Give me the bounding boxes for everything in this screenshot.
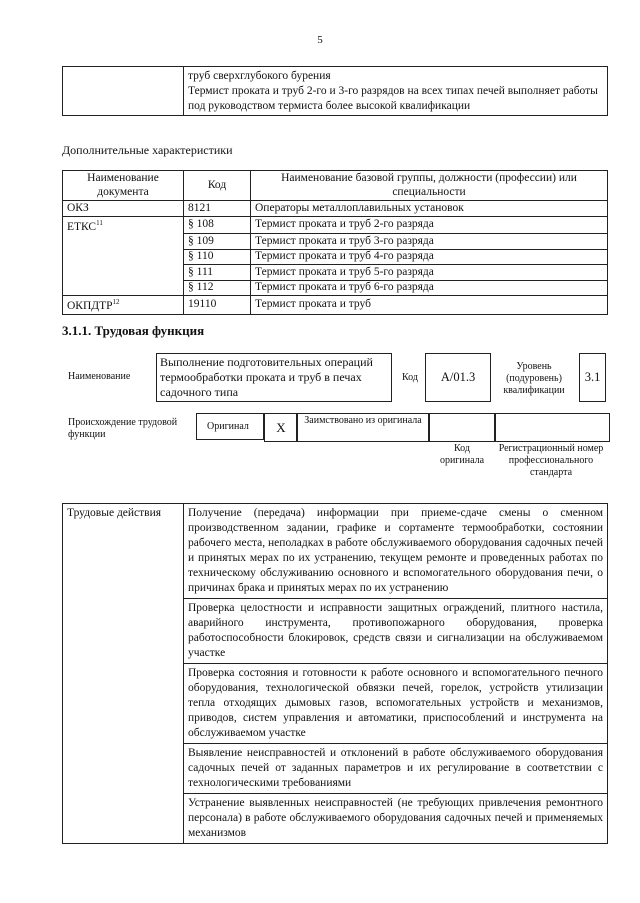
footnote-ref: 11	[96, 218, 103, 227]
row-doc	[63, 216, 184, 234]
action-item: Выявление неисправностей и отклонений в работе обслуживаемого оборудования садочных печей от заданных параметров и их регулирование в соответствии с технологическими требованиями	[184, 744, 608, 794]
reg-number-box	[494, 413, 610, 442]
row-name: Термист проката и труб 3-го разряда	[251, 234, 608, 250]
doc-name: ЕТКС	[67, 220, 97, 233]
continuation-left-cell	[63, 67, 184, 116]
original-mark: X	[264, 413, 298, 442]
table-header-row	[63, 171, 608, 201]
row-doc	[63, 249, 184, 265]
origin-label: Происхождение трудовой функции	[68, 417, 178, 440]
action-item: Получение (передача) информации при приеме-сдаче смены о сменном производственном задании, графике и сортаменте термообработки, состоянии рабочего места, неполадках в работе обслуживаемого оборудования садочных печей и принятых мерах по их устранению, текущем ремонте и проведенных работах по техническому обслуживанию основного и вспомогательного оборудования печи, о причинах брака и принятых мерах по их устранению	[184, 504, 608, 599]
table-row	[63, 234, 608, 250]
page-number: 5	[317, 34, 323, 46]
table-row	[63, 201, 608, 217]
borrowed-box	[296, 413, 430, 442]
row-name: Термист проката и труб	[251, 296, 608, 314]
table-row	[63, 296, 608, 314]
action-item: Устранение выявленных неисправностей (не требующих привлечения ремонтного персонала) в работе обслуживаемого оборудования садочных печей и применяемых механизмов	[184, 794, 608, 844]
row-code: § 109	[184, 234, 251, 250]
row-doc	[63, 234, 184, 250]
level-label: Уровень (подуровень) квалификации	[503, 361, 565, 396]
original-label: Оригинал	[196, 413, 264, 440]
name-label: Наименование	[68, 371, 131, 382]
table-row	[63, 265, 608, 281]
table-row	[63, 216, 608, 234]
table-row	[63, 280, 608, 296]
header-code: Код	[184, 171, 251, 201]
row-doc	[63, 296, 184, 314]
header-name: Наименование базовой группы, должности (профессии) или специальности	[251, 171, 608, 201]
continuation-table	[62, 66, 608, 116]
row-doc: ОКЗ	[63, 201, 184, 217]
row-code: § 110	[184, 249, 251, 265]
row-code: 19110	[184, 296, 251, 314]
code-value: A/01.3	[425, 353, 491, 402]
table-row	[63, 504, 608, 599]
table-row	[63, 249, 608, 265]
borrowed-label: Заимствовано из оригинала	[304, 415, 422, 426]
row-code: § 112	[184, 280, 251, 296]
actions-label: Трудовые действия	[63, 504, 184, 844]
continuation-line-1: труб сверхглубокого бурения	[188, 70, 331, 82]
reg-number-label: Регистрационный номер профессионального стандарта	[498, 443, 604, 478]
additional-characteristics-title: Дополнительные характеристики	[62, 143, 233, 157]
doc-name: ОКПДТР	[67, 300, 113, 313]
origin-code-label: Код оригинала	[439, 443, 485, 466]
row-doc	[63, 280, 184, 296]
footnote-ref: 12	[112, 298, 120, 307]
header-document: Наименование документа	[63, 171, 184, 201]
row-code: 8121	[184, 201, 251, 217]
row-name: Операторы металлоплавильных установок	[251, 201, 608, 217]
function-name-box	[156, 353, 392, 402]
origin-code-box	[428, 413, 496, 442]
row-name: Термист проката и труб 6-го разряда	[251, 280, 608, 296]
labour-actions-table	[62, 503, 608, 844]
section-heading: 3.1.1. Трудовая функция	[62, 323, 205, 338]
row-code: § 111	[184, 265, 251, 281]
action-item: Проверка состояния и готовности к работе основного и вспомогательного печного оборудования, технологической обвязки печей, горелок, устройств утилизации тепла отходящих дымовых газов, вспомогательных устройств и механизмов, приводов, систем управления и автоматики, приспособлений и инструмента на обслуживаемом участке	[184, 664, 608, 744]
action-item: Проверка целостности и исправности защитных ограждений, плитного настила, аварийного инструмента, противопожарного оборудования, проверка работоспособности блокировок, средств связи и сигнализации на обслуживаемом участке	[184, 599, 608, 664]
level-value: 3.1	[579, 353, 606, 402]
row-code: § 108	[184, 216, 251, 234]
row-name: Термист проката и труб 5-го разряда	[251, 265, 608, 281]
continuation-line-2: Термист проката и труб 2-го и 3-го разрядов на всех типах печей выполняет работы под руководством термиста более высокой квалификации	[188, 85, 598, 112]
additional-characteristics-table	[62, 170, 608, 315]
row-doc	[63, 265, 184, 281]
function-name-value: Выполнение подготовительных операций термообработки проката и труб в печах садочного типа	[160, 355, 373, 399]
code-label: Код	[402, 372, 418, 383]
row-name: Термист проката и труб 4-го разряда	[251, 249, 608, 265]
row-name: Термист проката и труб 2-го разряда	[251, 216, 608, 234]
continuation-right-cell	[184, 67, 608, 116]
